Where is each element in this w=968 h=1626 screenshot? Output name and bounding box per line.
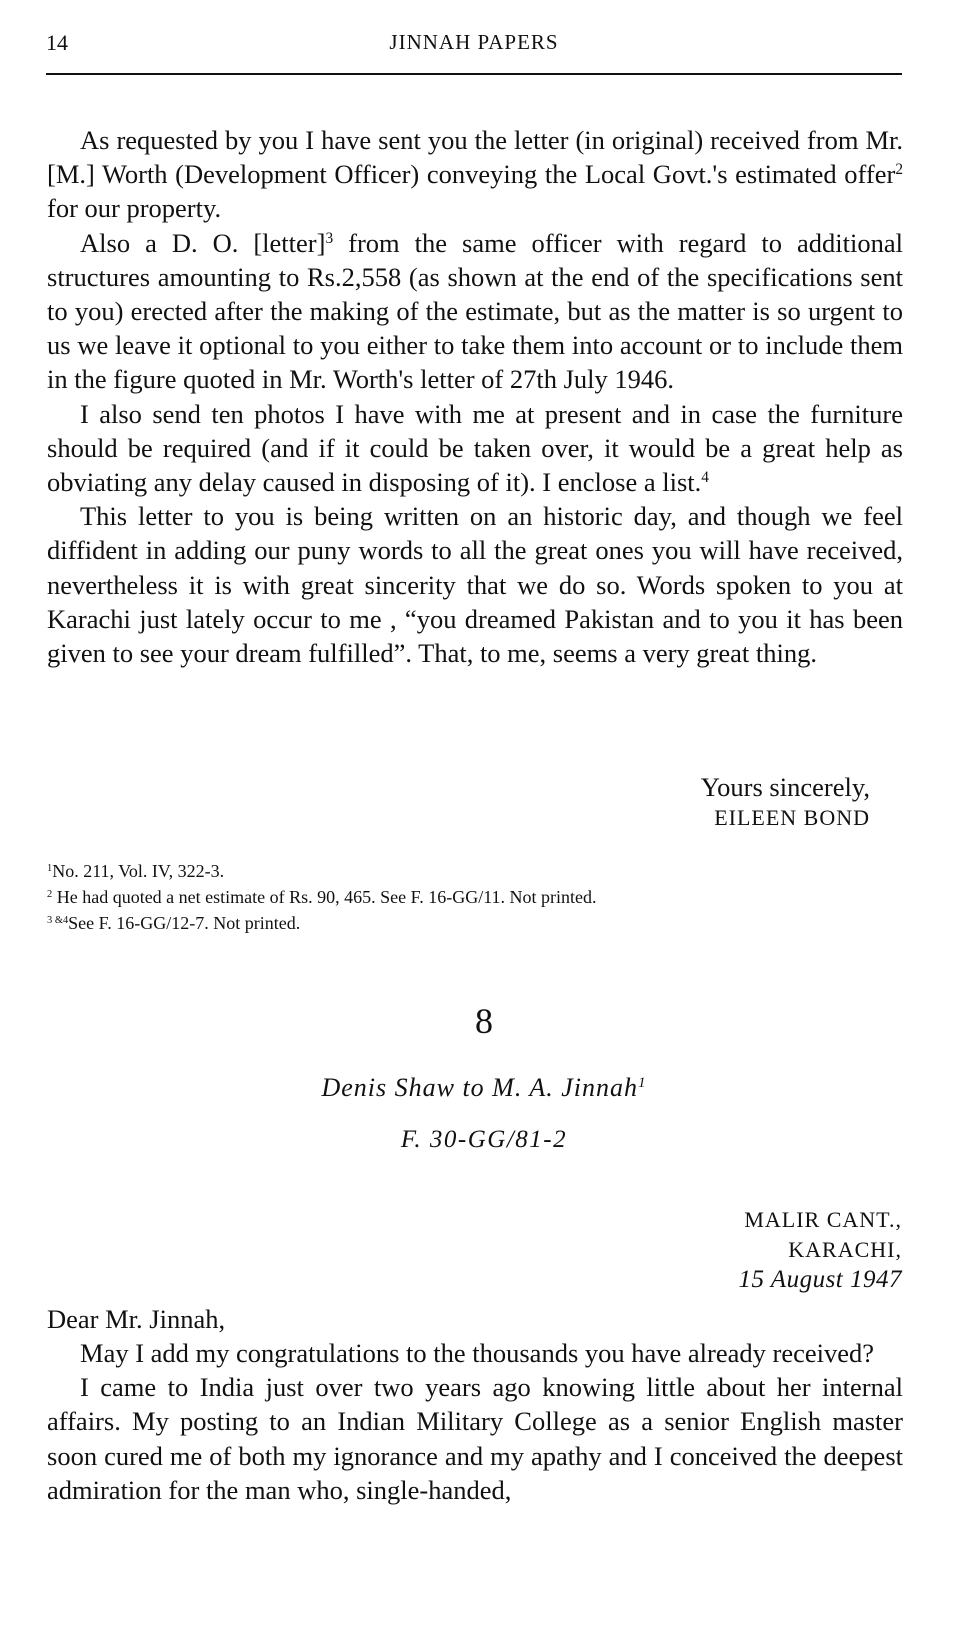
footnote-ref: 4	[701, 468, 709, 486]
salutation: Dear Mr. Jinnah,	[47, 1304, 226, 1334]
running-title: JINNAH PAPERS	[389, 30, 559, 54]
footnote: $^{3 \&4}$See F. 16-GG/12-7. Not printed.	[47, 913, 301, 933]
page-number: 14	[46, 30, 68, 55]
letter-body	[47, 123, 903, 670]
footnotes	[47, 858, 903, 936]
paragraph: May I add my congratulations to the thousands you have already received?	[80, 1338, 875, 1368]
paragraph: I came to India just over two years ago knowing little about her internal affairs. My posting to an Indian Military College as a senior English master soon cured me of both my ignorance and my apathy and I conceived the deepest admiration for the man who, single-handed,	[47, 1372, 903, 1505]
paragraph: This letter to you is being written on an historic day, and though we feel diffident in adding our puny words to all the great ones you will have received, nevertheless it is with great sincerity that we do so. Words spoken to you at Karachi just lately occur to me , “you dreamed Pakistan and to you it has been given to see your dream fulfilled”. That, to me, seems a very great thing.	[47, 501, 903, 669]
signature-name: EILEEN BOND	[714, 805, 870, 830]
document-heading: Denis Shaw to M. A. Jinnah$^1$	[321, 1073, 647, 1102]
footnote-ref: 3	[325, 229, 334, 247]
paragraph: As requested by you I have sent you the letter (in original) received from Mr. [M.] Worth (Development Officer) conveying the Local Govt.'s estimated offer$^2$ for our property.	[47, 125, 903, 224]
footnote-ref: 1	[638, 1074, 647, 1091]
letter-date: 15 August 1947	[738, 1266, 902, 1293]
page-header	[46, 26, 902, 60]
footnote-ref: 2	[895, 160, 903, 178]
header-rule	[46, 73, 902, 75]
footnote: $^2$ He had quoted a net estimate of Rs. 90, 465. See F. 16-GG/11. Not printed.	[47, 887, 597, 907]
paragraph: I also send ten photos I have with me at present and in case the furniture should be required (and if it could be taken over, it would be a great help as obviating any delay caused in disposing of it). I enclose a list.$^4$	[47, 398, 903, 498]
file-reference: F. 30-GG/81-2	[400, 1126, 568, 1153]
document-number: 8	[475, 1001, 493, 1041]
valediction: Yours sincerely,	[700, 772, 870, 802]
sender-address: MALIR CANT., KARACHI, 15 August 1947	[738, 1207, 902, 1293]
footnote: $^1$No. 211, Vol. IV, 322-3.	[47, 861, 225, 881]
letter-body-2	[47, 1336, 903, 1507]
letter-closing	[701, 770, 870, 832]
paragraph: Also a D. O. [letter]$^3$ from the same officer with regard to additional structures amounting to Rs.2,558 (as shown at the end of the specifications sent to you) erected after the making of the estimate, but as the matter is so urgent to us we leave it optional to you either to take them into account or to include them in the figure quoted in Mr. Worth's letter of 27th July 1946.	[47, 227, 904, 395]
